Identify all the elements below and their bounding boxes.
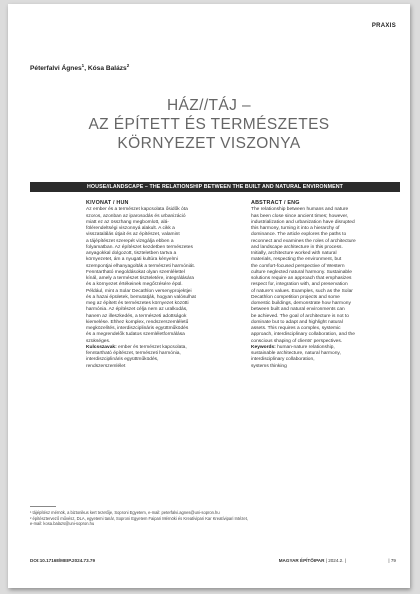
doi-label: DOI:10.17168/MEIP.2024.73.79 <box>30 558 96 563</box>
abstract-hun-line: miatt ez az összhang megbomlott, alá- <box>86 219 169 225</box>
keywords-eng-line: sustainable architecture, natural harmony, <box>251 351 341 356</box>
footnote-divider <box>30 506 56 507</box>
footnotes <box>30 510 248 527</box>
abstract-eng-line: materials, respecting the environment, but <box>251 257 342 263</box>
abstract-hungarian <box>86 200 244 370</box>
abstract-hun-line: folyamatban. Az építészet kezdetben természetes <box>86 244 193 250</box>
english-title-band: HOUSE//LANDSCAPE – THE RELATIONSHIP BETWEEN THE BUILT AND NATURAL ENVIRONMENT <box>30 182 400 192</box>
abstract-hun-line: megközelítés, interdiszciplináris együttműködés <box>86 326 189 331</box>
abstract-eng-line: The relationship between humans and nature <box>251 207 349 213</box>
abstract-eng-line: of nature's values. Examples, such as the Solar <box>251 288 353 294</box>
abstract-eng-line: dominate but to adapt and highlight natural <box>251 319 343 325</box>
abstract-eng-line: assets. This requires a complex, systemic <box>251 326 341 331</box>
section-label: PRAXIS <box>371 23 396 29</box>
abstract-eng-line: solutions require an approach that emphasizes <box>251 276 352 281</box>
abstract-hun-line: kínál, amely a természet tiszteletére, integrálására <box>86 276 194 281</box>
title-line-1: HÁZ//TÁJ – <box>166 97 252 114</box>
keywords-hun-line: rendszerszemlélet <box>86 363 126 369</box>
abstract-eng-line: this harmony, turning it into a hierarchy of <box>251 226 340 231</box>
abstract-hun-line: és a hazai épületek, bemutatják, hogyan valósulhat <box>86 294 196 300</box>
abstract-eng-line: domestic buildings, demonstrate how harmony <box>251 301 351 306</box>
abstract-hun-line: szoros, azonban az iparosodás és urbanizáció <box>86 213 186 219</box>
keywords-eng-label: Keywords: <box>251 344 276 350</box>
abstract-eng-line: Decathlon competition projects and some <box>251 294 340 300</box>
title-line-3: KÖRNYEZET VISZONYA <box>117 135 301 152</box>
abstract-eng-line: be achieved. The goal of architecture is not to <box>251 313 349 319</box>
footer-separator: | <box>344 558 346 563</box>
journal-page <box>8 4 410 588</box>
abstract-eng-body <box>251 207 401 370</box>
abstract-eng-line: conscious shaping of clients' perspectives. <box>251 338 343 344</box>
abstract-hun-line: hanem az illeszkedés, a természeti adottságok <box>86 313 187 319</box>
keywords-hun-label: Kulcsszavak: <box>86 344 117 350</box>
author-separator: , <box>84 65 88 73</box>
abstract-eng-line: Initially, architecture worked with natural <box>251 251 337 256</box>
abstract-hun-line: fölérendeltségi viszonnyá alakult. A cikk a <box>86 226 175 231</box>
footnote-1: ¹ tájépítész mérnök, a biztonikus kert tezetője, Soproni Egyetem, e-mail: peterfalvi.agnes@uni-sopron.hu <box>30 510 220 515</box>
abstract-hun-body <box>86 207 244 370</box>
issue-number: 2024.2. <box>328 558 344 563</box>
abstract-eng-line: between built and natural environments can <box>251 307 345 313</box>
keywords-eng-line: interdisciplinary collaboration, <box>251 357 315 363</box>
abstract-hun-line: Fenntartható megoldásokat olyan szemlélettel <box>86 269 185 275</box>
abstract-hun-line: környezetet, ám a nyugati kultúra kényelmi <box>86 257 178 263</box>
abstract-hun-line: Az ember és a természet kapcsolata ősidők óta <box>86 207 188 213</box>
journal-name: MAGYAR ÉPÍTŐIPAR <box>278 558 325 563</box>
abstract-english <box>251 200 401 370</box>
footer-separator: | <box>388 558 390 563</box>
abstract-hun-line: anyagokkal dolgozott, tiszteletben tartva a <box>86 251 177 256</box>
author-1-footnote-mark: 1 <box>81 63 85 68</box>
abstract-eng-heading: ABSTRACT / ENG <box>251 200 300 206</box>
keywords-hun-line: fenntartható építészet, természeti harmónia, <box>86 351 181 356</box>
abstract-hun-line: szükséges. <box>86 338 111 344</box>
page-number: 79 <box>390 558 396 563</box>
title-line-2: AZ ÉPÍTETT ÉS TERMÉSZETES <box>88 116 330 133</box>
footnote-2-continued: e-mail: kosa.balazs@uni-sopron.hu <box>30 521 95 526</box>
author-line <box>30 63 129 72</box>
abstract-hun-line: szempontjai elhanyagolták a természeti harmóniát. <box>86 263 196 269</box>
abstract-hun-line: kiemelése. Ehhez komplex, rendszerszemléletű <box>86 319 189 325</box>
keywords-eng-line: systems thinking <box>251 363 287 369</box>
abstract-eng-line: approach, interdisciplinary collaboration, and the <box>251 332 355 338</box>
abstract-hun-line: Például, mint a Solar Decathlon versenyprojektjei <box>86 288 192 294</box>
author-2: Kósa Balázs <box>87 65 127 73</box>
keywords-hun-text: ember és természet kapcsolata, <box>116 344 187 350</box>
abstract-eng-line: has been close since ancient times; however, <box>251 213 349 219</box>
footnote-2: ² építésztervező művész, DLA, egyetemi tanár, Soproni Egyetem Faipari Mérnöki és Kreatívipari Kar Kreatívipari Intézet, <box>30 515 248 521</box>
footer-separator: | <box>325 558 327 563</box>
abstract-hun-line: meg az épített és természetes környezet közötti <box>86 301 189 306</box>
abstract-hun-line: visszatalálás útjait és az építészet, valamint <box>86 232 180 238</box>
abstract-hun-heading: KIVONAT / HUN <box>86 200 129 206</box>
abstract-hun-line: a tájépítészet szerepét vizsgálja ebben a <box>86 238 174 244</box>
abstract-hun-line: harmónia. Az építészet célja nem az uralkodás, <box>86 307 188 313</box>
article-title <box>8 96 410 153</box>
abstract-hun-line: és a környezet értékeinek megőrzésére épül. <box>86 282 183 288</box>
page-number-block <box>388 558 396 563</box>
abstract-hun-line: és a megrendelők tudatos szemléletformálása <box>86 332 185 338</box>
abstract-eng-line: culture neglected natural harmony. Sustainable <box>251 269 352 275</box>
keywords-hun-line: interdiszciplináris együttműködés, <box>86 357 159 363</box>
abstract-eng-line: dominance. The article explores the paths to <box>251 232 347 238</box>
abstract-eng-line: industrialization and urbanization have disrupted <box>251 219 355 225</box>
author-2-footnote-mark: 2 <box>126 63 130 68</box>
journal-issue <box>279 558 346 563</box>
abstract-eng-line: reconnect and examines the roles of architecture <box>251 238 356 244</box>
abstract-eng-line: the comfort-focused perspective of Western <box>251 263 345 269</box>
abstract-eng-line: respect for, integration with, and preservation <box>251 282 348 288</box>
abstract-eng-line: and landscape architecture in this process. <box>251 244 343 250</box>
keywords-eng-text: human-nature relationship, <box>275 344 335 350</box>
author-1: Péterfalvi Ágnes <box>30 65 82 73</box>
